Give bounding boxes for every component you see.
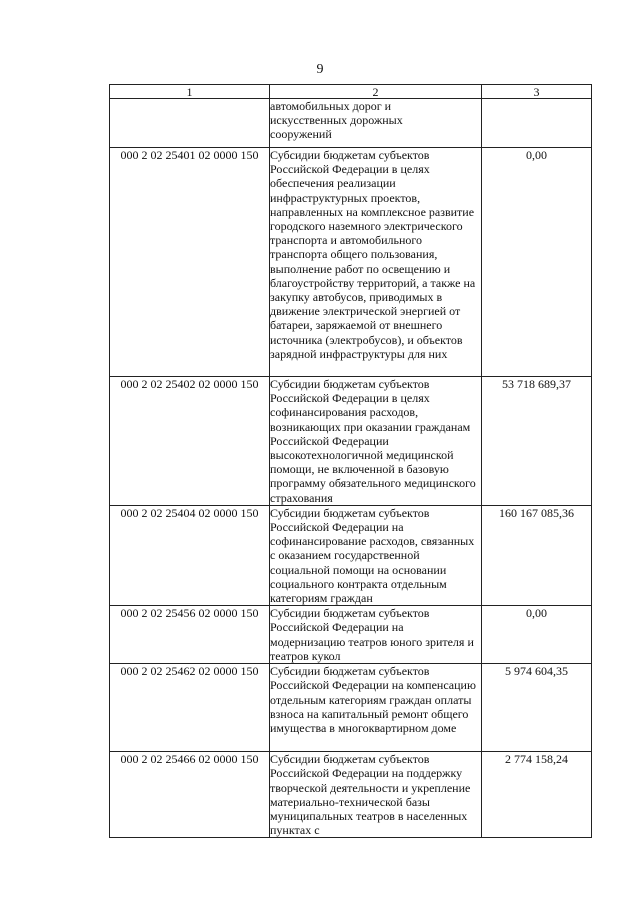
column-header-2: 2 [270,85,482,99]
row-amount: 0,00 [482,148,592,377]
table-row [110,99,592,148]
budget-table [109,84,592,838]
row-name [270,664,482,752]
row-name [270,148,482,377]
row-name-text: Субсидии бюджетам субъектов Российской Федерации на поддержку творческой деятельности и укрепление материально-технической базы муниципальных театров в населенных пунктах с [270,752,471,838]
row-name-text: Субсидии бюджетам субъектов Российской Федерации на софинансирование расходов, связанных с оказанием государственной социальной помощи на основании социального контракта отдельным категориям граждан [270,505,475,606]
table-row [110,752,592,838]
table-row [110,377,592,506]
row-name-text: автомобильных дорог и искусственных дорожных сооружений [270,99,403,142]
page-number: 9 [316,62,324,77]
row-name [270,99,482,148]
row-amount: 53 718 689,37 [482,377,592,506]
table-header-row [110,85,592,99]
row-name-text: Субсидии бюджетам субъектов Российской Федерации в целях обеспечения реализации инфраструктурных проектов, направленных на комплексное развитие городского наземного электрического транспорта и автомобильного транспорта общего пользования, выполнение работ по освещению и благоустройству территорий, а также на закупку автобусов, приводимых в движение электрической энергией от батареи, заряжаемой от внешнего источника (электробусов), и объектов зарядной инфраструктуры для них [270,148,476,361]
table-row [110,664,592,752]
row-name-text: Субсидии бюджетам субъектов Российской Федерации на модернизацию театров юного зрителя и театров кукол [270,606,474,663]
row-code [110,99,270,148]
row-name [270,377,482,506]
row-code: 000 2 02 25401 02 0000 150 [110,148,270,377]
row-name [270,606,482,664]
row-name [270,752,482,838]
row-name-text: Субсидии бюджетам субъектов Российской Федерации на компенсацию отдельным категориям граждан оплаты взноса на капитальный ремонт общего имущества в многоквартирном доме [270,664,476,736]
column-header-3: 3 [482,85,592,99]
row-name-text: Субсидии бюджетам субъектов Российской Федерации в целях софинансирования расходов, возникающих при оказании гражданам Российской Федерации высокотехнологичной медицинской помощи, не включенной в базовую программу обязательного медицинского страхования [270,377,476,505]
row-amount: 0,00 [482,606,592,664]
table-row [110,505,592,605]
column-header-1: 1 [110,85,270,99]
table-row [110,606,592,664]
row-amount [482,99,592,148]
row-name [270,505,482,605]
row-amount: 2 774 158,24 [482,752,592,838]
row-code: 000 2 02 25456 02 0000 150 [110,606,270,664]
row-code: 000 2 02 25466 02 0000 150 [110,752,270,838]
row-code: 000 2 02 25404 02 0000 150 [110,505,270,605]
row-code: 000 2 02 25402 02 0000 150 [110,377,270,506]
row-amount: 5 974 604,35 [482,664,592,752]
row-code: 000 2 02 25462 02 0000 150 [110,664,270,752]
row-amount: 160 167 085,36 [482,505,592,605]
table-row [110,148,592,377]
